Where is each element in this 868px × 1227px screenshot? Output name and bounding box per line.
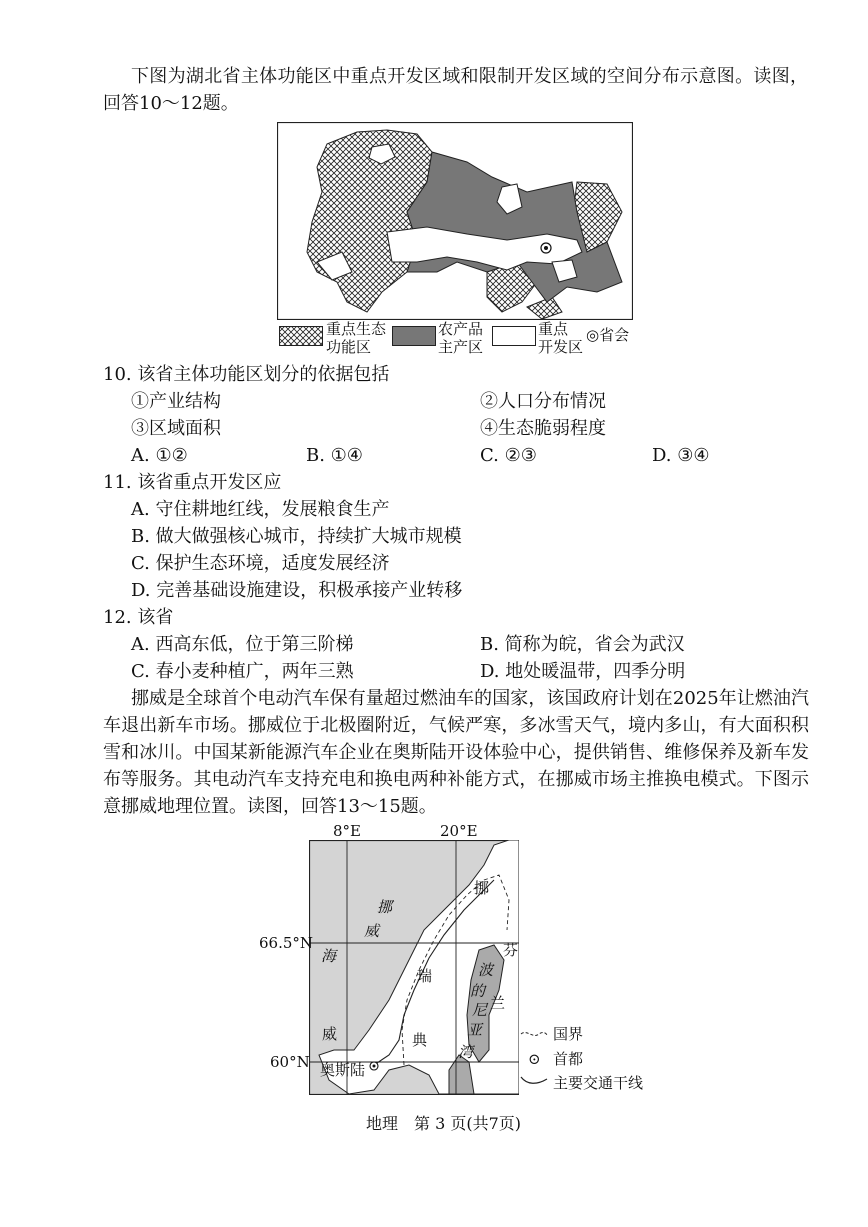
- legend-eco-label: 重点生态 功能区: [326, 320, 387, 356]
- intro-paragraph-2: 挪威是全球首个电动汽车保有量超过燃油车的国家，该国政府计划在2025年让燃油汽车退出新车市场。挪威位于北极圈附近，气候严寒，多冰雪天气，境内多山，有大面积积雪和冰川。中国某新能源汽车企业在奥斯陆开设体验中心，提供销售、维修保养及新车发布等服务。其电动汽车支持充电和换电两种补能方式，在挪威市场主推换电模式。下图示意挪威地理位置。读图，回答13～15题。: [103, 688, 809, 817]
- q10-item-2: ②人口分布情况: [480, 391, 606, 412]
- lat-label-66: 66.5°N: [259, 934, 314, 952]
- capital-legend-icon: ⊙: [528, 1050, 541, 1068]
- label-de: 的: [470, 982, 486, 1000]
- q12-option-c[interactable]: C. 春小麦种植广，两年三熟: [131, 661, 354, 682]
- q12-option-d[interactable]: D. 地处暖温带，四季分明: [480, 661, 686, 682]
- label-bo: 波: [478, 961, 494, 979]
- legend-agri-label: 农产品 主产区: [438, 320, 484, 356]
- q11-option-d[interactable]: D. 完善基础设施建设，积极承接产业转移: [131, 580, 463, 601]
- q11-stem: 11. 该省重点开发区应: [103, 472, 282, 493]
- q10-option-a[interactable]: A. ①②: [131, 445, 188, 466]
- lon-label-20e: 20°E: [440, 822, 478, 840]
- label-ni: 尼: [472, 1001, 488, 1019]
- label-nuo2: 挪: [474, 879, 490, 897]
- q10-option-d[interactable]: D. ③④: [652, 445, 710, 466]
- q11-option-a[interactable]: A. 守住耕地红线，发展粮食生产: [131, 499, 390, 520]
- label-lan: 兰: [490, 994, 506, 1012]
- hubei-function-zone-map: [277, 122, 633, 320]
- legend-route-label: 主要交通干线: [553, 1074, 644, 1092]
- label-wan: 湾: [458, 1043, 474, 1061]
- label-oslo: 奥斯陆: [320, 1061, 366, 1079]
- q12-option-b[interactable]: B. 简称为皖，省会为武汉: [480, 634, 685, 655]
- q11-option-c[interactable]: C. 保护生态环境，适度发展经济: [131, 553, 390, 574]
- border-legend-icon: [519, 1027, 549, 1041]
- q11-option-b[interactable]: B. 做大做强核心城市，持续扩大城市规模: [131, 526, 462, 547]
- q12-stem: 12. 该省: [103, 607, 174, 628]
- capital-symbol-icon: ◎: [586, 326, 600, 344]
- legend-agri-swatch: [392, 326, 436, 346]
- label-dian: 典: [412, 1031, 428, 1049]
- q10-item-4: ④生态脆弱程度: [480, 418, 606, 439]
- label-wei: 威: [364, 922, 380, 940]
- intro-paragraph-1: 下图为湖北省主体功能区中重点开发区域和限制开发区域的空间分布示意图。读图，回答10～12题。: [103, 66, 808, 114]
- label-fen: 芬: [503, 941, 519, 959]
- route-legend-icon: [519, 1073, 549, 1087]
- q10-option-c[interactable]: C. ②③: [480, 445, 537, 466]
- label-hai: 海: [321, 947, 337, 965]
- lon-label-8e: 8°E: [333, 822, 361, 840]
- legend-eco-swatch: [279, 326, 323, 346]
- label-nuo: 挪: [377, 898, 393, 916]
- q10-item-1: ①产业结构: [131, 391, 221, 412]
- legend-capital: ◎省会: [586, 326, 630, 344]
- q12-option-a[interactable]: A. 西高东低，位于第三阶梯: [131, 634, 354, 655]
- label-wei2: 威: [322, 1025, 338, 1043]
- q10-option-b[interactable]: B. ①④: [306, 445, 363, 466]
- page-footer: 地理 第 3 页(共7页): [366, 1114, 522, 1133]
- legend-dev-label: 重点 开发区: [538, 320, 584, 356]
- label-rui: 瑞: [417, 967, 433, 985]
- q10-stem: 10. 该省主体功能区划分的依据包括: [103, 364, 390, 385]
- lat-label-60: 60°N: [270, 1053, 310, 1071]
- legend-dev-swatch: [492, 326, 536, 346]
- q10-item-3: ③区域面积: [131, 418, 221, 439]
- legend-border-label: 国界: [553, 1025, 584, 1043]
- legend-capital-label: 首都: [553, 1050, 584, 1068]
- label-ya: 亚: [467, 1021, 483, 1039]
